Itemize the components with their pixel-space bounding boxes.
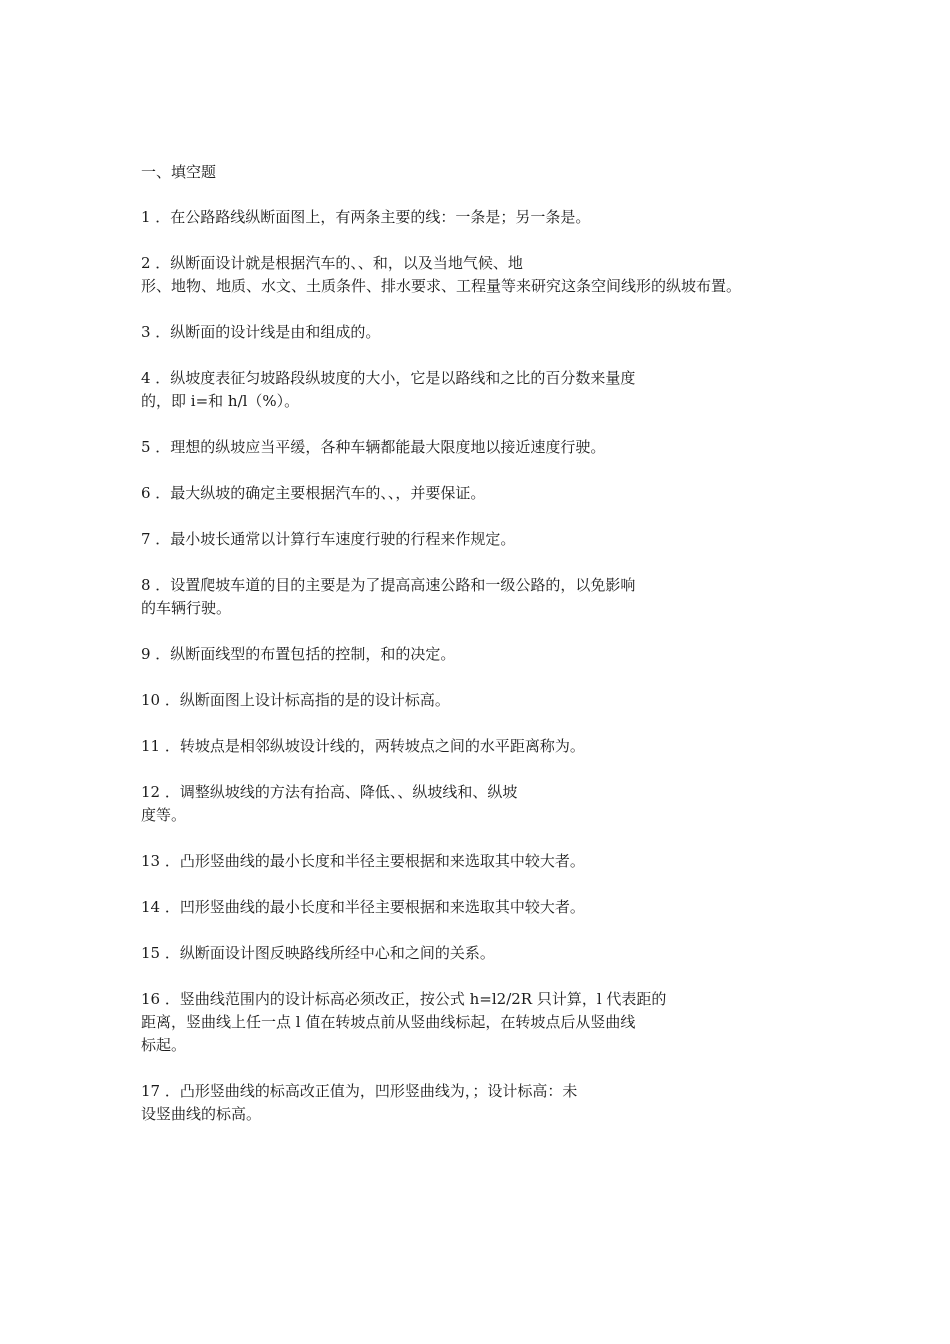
question-text-line: 设竖曲线的标高。 xyxy=(141,1105,262,1123)
question-item xyxy=(141,367,841,413)
question-text-line: 3 ．纵断面的设计线是由和组成的。 xyxy=(141,323,381,341)
question-item xyxy=(141,574,841,620)
question-text-line: 13 ．凸形竖曲线的最小长度和半径主要根据和来选取其中较大者。 xyxy=(141,852,585,870)
question-text-line: 形、地物、地质、水文、土质条件、排水要求、工程量等来研究这条空间线形的纵坡布置。 xyxy=(141,277,742,295)
question-item xyxy=(141,252,841,298)
question-text-line: 的，即 i=和 h/l（%）。 xyxy=(141,392,300,410)
question-item xyxy=(141,206,841,229)
question-item xyxy=(141,850,841,873)
question-text-line: 8 ．设置爬坡车道的目的主要是为了提高高速公路和一级公路的，以免影响 xyxy=(141,576,636,594)
question-text-line: 10 ．纵断面图上设计标高指的是的设计标高。 xyxy=(141,691,450,709)
question-text-line: 4 ．纵坡度表征匀坡路段纵坡度的大小，它是以路线和之比的百分数来量度 xyxy=(141,369,636,387)
question-item xyxy=(141,942,841,965)
question-item xyxy=(141,689,841,712)
question-item xyxy=(141,735,841,758)
question-text-line: 1 ．在公路路线纵断面图上，有两条主要的线：一条是；另一条是。 xyxy=(141,208,591,226)
question-text-line: 的车辆行驶。 xyxy=(141,599,232,617)
question-item xyxy=(141,643,841,666)
question-text-line: 度等。 xyxy=(141,806,187,824)
question-text-line: 14 ．凹形竖曲线的最小长度和半径主要根据和来选取其中较大者。 xyxy=(141,898,585,916)
question-item xyxy=(141,482,841,505)
question-item xyxy=(141,321,841,344)
question-item xyxy=(141,781,841,827)
question-item xyxy=(141,436,841,459)
question-list xyxy=(141,206,841,1126)
question-text-line: 距离，竖曲线上任一点 l 值在转坡点前从竖曲线标起，在转坡点后从竖曲线 xyxy=(141,1013,636,1031)
question-item xyxy=(141,896,841,919)
question-text-line: 15 ．纵断面设计图反映路线所经中心和之间的关系。 xyxy=(141,944,495,962)
question-text-line: 2 ．纵断面设计就是根据汽车的、、和，以及当地气候、地 xyxy=(141,254,523,272)
question-text-line: 16 ．竖曲线范围内的设计标高必须改正，按公式 h=l2/2R 只计算，l 代表距的 xyxy=(141,990,667,1008)
question-item xyxy=(141,1080,841,1126)
question-text-line: 7 ．最小坡长通常以计算行车速度行驶的行程来作规定。 xyxy=(141,530,516,548)
question-text-line: 12 ．调整纵坡线的方法有抬高、降低、、纵坡线和、纵坡 xyxy=(141,783,518,801)
section-title: 一、填空题 xyxy=(141,163,217,181)
question-item xyxy=(141,988,841,1057)
question-text-line: 标起。 xyxy=(141,1036,187,1054)
question-text-line: 9 ．纵断面线型的布置包括的控制，和的决定。 xyxy=(141,645,456,663)
document-content xyxy=(141,160,841,1149)
question-text-line: 11 ．转坡点是相邻纵坡设计线的，两转坡点之间的水平距离称为。 xyxy=(141,737,585,755)
question-item xyxy=(141,528,841,551)
question-text-line: 5 ．理想的纵坡应当平缓，各种车辆都能最大限度地以接近速度行驶。 xyxy=(141,438,606,456)
question-text-line: 6 ．最大纵坡的确定主要根据汽车的、、，并要保证。 xyxy=(141,484,486,502)
question-text-line: 17 ．凸形竖曲线的标高改正值为，凹形竖曲线为，；设计标高：未 xyxy=(141,1082,578,1100)
